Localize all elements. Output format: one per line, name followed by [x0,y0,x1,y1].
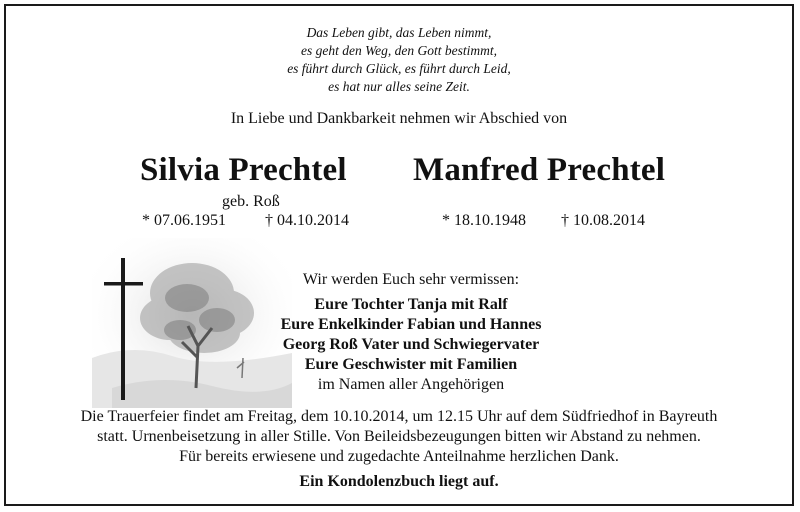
death-date-manfred: † 10.08.2014 [561,212,645,229]
mourners-heading: Wir werden Euch sehr vermissen: [302,271,520,288]
poem-line: es führt durch Glück, es führt durch Leid, [287,61,511,76]
mourner-line: Eure Enkelkinder Fabian und Hannes [280,316,542,333]
condolence-book-note: Ein Kondolenzbuch liegt auf. [299,473,499,490]
maiden-name: geb. Roß [222,193,280,210]
funeral-line: statt. Urnenbeisetzung in aller Stille. Von Beileidsbezeugungen bitten wir Abstand zu nehmen. [97,428,701,445]
poem-line: es hat nur alles seine Zeit. [328,79,470,94]
mourner-line: Eure Geschwister mit Familien [304,356,518,373]
mourners-footer: im Namen aller Angehörigen [317,376,505,393]
poem-line: es geht den Weg, den Gott bestimmt, [301,43,497,58]
birth-date-manfred: * 18.10.1948 [442,212,526,229]
deceased-name-silvia: Silvia Prechtel [140,152,347,188]
obituary-card [4,4,794,506]
poem [6,24,792,96]
mourner-line: Eure Tochter Tanja mit Ralf [314,296,508,313]
death-date-silvia: † 04.10.2014 [265,212,349,229]
farewell-intro: In Liebe und Dankbarkeit nehmen wir Abschied von [230,110,568,127]
funeral-notice [6,407,792,467]
deceased-name-manfred: Manfred Prechtel [413,152,666,188]
poem-line: Das Leben gibt, das Leben nimmt, [306,25,492,40]
funeral-line: Für bereits erwiesene und zugedachte Anteilnahme herzlichen Dank. [179,448,619,465]
funeral-line: Die Trauerfeier findet am Freitag, dem 10.10.2014, um 12.15 Uhr auf dem Südfriedhof in Bayreuth [80,408,718,425]
birth-date-silvia: * 07.06.1951 [142,212,226,229]
mourner-line: Georg Roß Vater und Schwiegervater [282,336,540,353]
mourners-block [261,270,561,395]
